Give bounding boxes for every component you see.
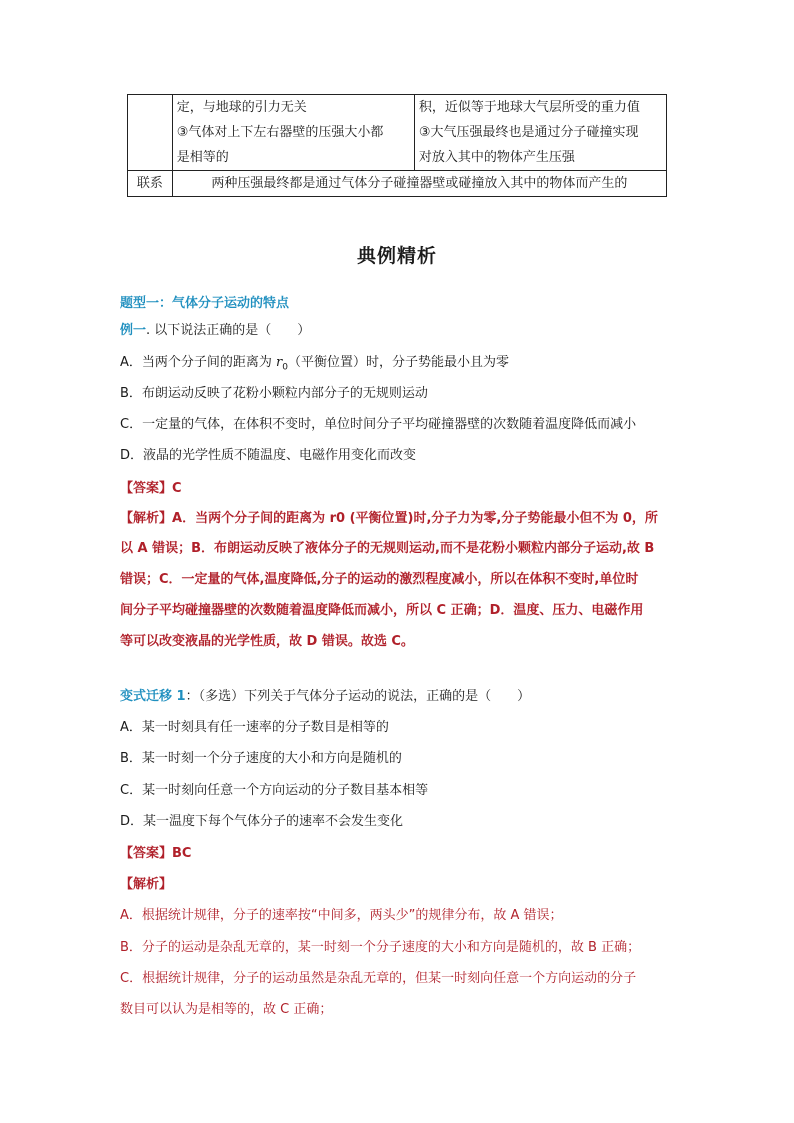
table-cell-left	[172, 95, 414, 171]
answer-value: C	[172, 481, 182, 496]
analysis-label: 【解析】	[120, 511, 173, 526]
math-symbol: r	[276, 355, 283, 370]
table-row	[128, 95, 667, 171]
table-text: ③大气压强最终也是通过分子碰撞实现	[418, 125, 639, 140]
analysis-text: B．分子的运动是杂乱无章的，某一时刻一个分子速度的大小和方向是随机的，故 B 正确；	[120, 940, 641, 955]
table-text: ③气体对上下左右器壁的压强大小都	[176, 125, 384, 140]
analysis-text: A．根据统计规律，分子的速率按“中间多，两头少”的规律分布，故 A 错误；	[120, 908, 563, 923]
analysis-text: 错误；C．一定量的气体,温度降低,分子的运动的激烈程度减小，所以在体积不变时,单位时	[120, 572, 639, 587]
analysis-text: 以 A 错误；B．布朗运动反映了液体分子的无规则运动,而不是花粉小颗粒内部分子运动,故 B	[120, 541, 655, 556]
option-text: A．当两个分子间的距离为	[120, 355, 272, 370]
analysis-text: 等可以改变液晶的光学性质，故 D 错误。故选 C。	[120, 634, 414, 649]
analysis-text: 数目可以认为是相等的，故 C 正确；	[120, 1002, 333, 1017]
type-heading: 题型一：气体分子运动的特点	[120, 296, 290, 311]
option-text: （平衡位置）时，分子势能最小且为零	[288, 355, 510, 370]
option-a: A．某一时刻具有任一速率的分子数目是相等的	[120, 720, 389, 735]
option-d: D．某一温度下每个气体分子的速率不会发生变化	[120, 814, 404, 829]
answer-label: 【答案】	[120, 481, 173, 496]
analysis-label: 【解析】	[120, 877, 173, 892]
question-text: ：（多选）下列关于气体分子运动的说法，正确的是（ ）	[185, 689, 531, 704]
table-text: 积，近似等于地球大气层所受的重力值	[418, 100, 640, 115]
option-b: B．布朗运动反映了花粉小颗粒内部分子的无规则运动	[120, 386, 428, 401]
question-text: . 以下说法正确的是（ ）	[146, 323, 311, 338]
answer-value: BC	[172, 846, 192, 861]
variant-question	[120, 688, 530, 706]
table-row	[128, 171, 667, 197]
answer-line	[120, 480, 182, 498]
table-text: 是相等的	[176, 150, 229, 165]
analysis-text: C．根据统计规律，分子的运动虽然是杂乱无章的，但某一时刻向任意一个方向运动的分子	[120, 971, 637, 986]
option-b: B．某一时刻一个分子速度的大小和方向是随机的	[120, 751, 402, 766]
table-cell-merged: 两种压强最终都是通过气体分子碰撞器壁或碰撞放入其中的物体而产生的	[172, 171, 666, 197]
example-question	[120, 322, 310, 340]
answer-line	[120, 845, 191, 863]
section-title: 典例精析	[356, 245, 437, 267]
comparison-table	[127, 94, 667, 197]
analysis-line	[120, 510, 658, 528]
table-cell-label	[128, 95, 173, 171]
answer-label: 【答案】	[120, 846, 173, 861]
option-a	[120, 354, 509, 377]
analysis-text: 间分子平均碰撞器壁的次数随着温度降低而减小，所以 C 正确；D．温度、压力、电磁作用	[120, 603, 644, 618]
table-text: 定，与地球的引力无关	[176, 100, 307, 115]
variant-label: 变式迁移 1	[120, 689, 186, 704]
option-c: C．一定量的气体，在体积不变时，单位时间分子平均碰撞器壁的次数随着温度降低而减小	[120, 417, 637, 432]
table-text: 对放入其中的物体产生压强	[418, 150, 575, 165]
option-c: C．某一时刻向任意一个方向运动的分子数目基本相等	[120, 783, 429, 798]
example-label: 例一	[120, 323, 147, 338]
table-cell-right	[414, 95, 666, 171]
table-cell-label: 联系	[128, 171, 173, 197]
option-d: D．液晶的光学性质不随温度、电磁作用变化而改变	[120, 448, 417, 463]
math-subscript: 0	[282, 362, 288, 373]
analysis-text: A．当两个分子间的距离为 r0 (平衡位置)时,分子力为零,分子势能最小但不为 0，所	[172, 511, 658, 526]
